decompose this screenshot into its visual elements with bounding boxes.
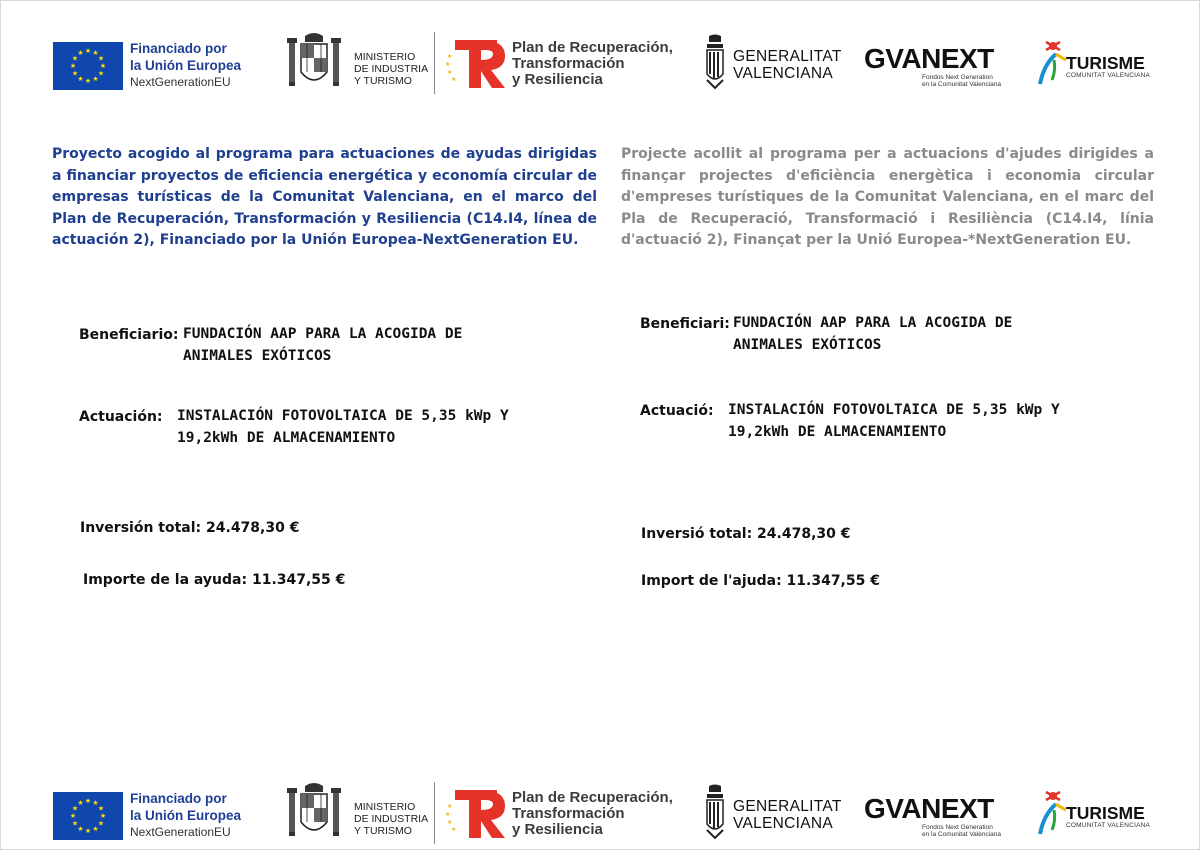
turisme-figure-icon bbox=[1036, 786, 1070, 836]
prtr-line-1: Plan de Recuperación, bbox=[512, 39, 673, 56]
spain-coat-of-arms-icon bbox=[285, 780, 343, 844]
prtr-line-3: y Resiliencia bbox=[512, 71, 603, 88]
action-line-1-va: INSTALACIÓN FOTOVOLTAICA DE 5,35 kWp Y bbox=[728, 402, 1060, 418]
generalitat-crest-icon bbox=[703, 784, 727, 842]
svg-text:★: ★ bbox=[447, 53, 453, 60]
svg-text:★: ★ bbox=[97, 54, 105, 63]
beneficiary-label-va: Beneficiari: bbox=[640, 316, 730, 332]
gvanext-title: GVANEXT bbox=[864, 43, 994, 74]
turisme-sub: COMUNITAT VALENCIANA bbox=[1066, 822, 1151, 829]
svg-text:★: ★ bbox=[97, 819, 105, 828]
gvanext-sub-1: Fondos Next Generation bbox=[922, 824, 993, 831]
beneficiary-line-2-va: ANIMALES EXÓTICOS bbox=[733, 336, 882, 353]
eu-line-2: la Unión Europea bbox=[130, 58, 242, 73]
svg-text:★: ★ bbox=[71, 54, 79, 63]
svg-text:★: ★ bbox=[69, 812, 77, 820]
svg-text:★: ★ bbox=[447, 803, 453, 810]
svg-text:★: ★ bbox=[71, 819, 79, 828]
generalitat-text bbox=[733, 798, 842, 832]
logo-bar-top bbox=[0, 30, 1200, 96]
ministerio-text bbox=[354, 801, 428, 837]
svg-text:★: ★ bbox=[451, 76, 457, 83]
aid-amount-es: Importe de la ayuda: 11.347,55 € bbox=[83, 572, 346, 588]
svg-text:★: ★ bbox=[84, 47, 92, 55]
svg-text:★: ★ bbox=[97, 804, 105, 813]
program-paragraph-es: Proyecto acogido al programa para actuaciones de ayudas dirigidas a financiar proyectos de eficiencia energética y economía circular de empresas turísticas de la Comunitat Valenciana, en el marco del Plan de Recuperación, Transformación y Resiliencia (C14.I4, línea de actuación 2), Financiado por la Unión Europea-NextGeneration EU. bbox=[52, 146, 597, 248]
beneficiary-line-1-es: FUNDACIÓN AAP PARA LA ACOGIDA DE bbox=[183, 326, 463, 342]
svg-text:★: ★ bbox=[92, 49, 99, 57]
ministerio-line-1: MINISTERIO bbox=[354, 801, 416, 813]
generalitat-text bbox=[733, 48, 842, 82]
svg-text:★: ★ bbox=[92, 75, 99, 83]
ministerio-line-2: DE INDUSTRIA bbox=[354, 813, 429, 825]
eu-funding-text bbox=[130, 790, 241, 841]
svg-text:★: ★ bbox=[445, 61, 451, 68]
svg-text:★: ★ bbox=[77, 825, 84, 833]
action-value-va bbox=[728, 400, 1060, 443]
ministerio-line-3: Y TURISMO bbox=[354, 825, 412, 837]
eu-line-2: la Unión Europea bbox=[130, 808, 242, 823]
svg-text:★: ★ bbox=[447, 819, 453, 826]
turisme-title: TURISME bbox=[1066, 803, 1145, 823]
action-line-1-es: INSTALACIÓN FOTOVOLTAICA DE 5,35 kWp Y bbox=[177, 408, 509, 424]
prtr-text bbox=[512, 790, 673, 838]
svg-text:★: ★ bbox=[99, 812, 107, 820]
prtr-logo-icon bbox=[445, 788, 507, 840]
svg-text:★: ★ bbox=[84, 77, 92, 85]
gvanext-logo bbox=[864, 44, 1014, 88]
investment-va: Inversió total: 24.478,30 € bbox=[641, 526, 851, 542]
beneficiary-label-es: Beneficiario: bbox=[79, 327, 179, 343]
turisme-sub: COMUNITAT VALENCIANA bbox=[1066, 72, 1151, 79]
spain-coat-of-arms-icon bbox=[285, 30, 343, 94]
generalitat-line-1: GENERALITAT bbox=[733, 48, 842, 65]
generalitat-crest-icon bbox=[703, 34, 727, 92]
turisme-text bbox=[1066, 804, 1150, 830]
gvanext-sub-2: en la Comunitat Valenciana bbox=[922, 831, 1002, 838]
svg-text:★: ★ bbox=[71, 69, 79, 78]
svg-text:★: ★ bbox=[97, 69, 105, 78]
eu-line-1: Financiado por bbox=[130, 41, 227, 56]
program-paragraph-va: Projecte acollit al programa per a actuacions d'ajudes dirigides a finançar projectes d'eficiència energètica i economia circular d'empreses turístiques de la Comunitat Valenciana, en el marc del Pla de Recuperació, Transformació i Resiliència (C14.I4, línia d'actuació 2), Finançat per la Unió Europea-*NextGeneration EU. bbox=[621, 146, 1154, 248]
beneficiary-value-va bbox=[733, 313, 1012, 356]
aid-amount-va: Import de l'ajuda: 11.347,55 € bbox=[641, 573, 880, 589]
svg-text:★: ★ bbox=[92, 825, 99, 833]
svg-text:★: ★ bbox=[77, 75, 84, 83]
generalitat-line-1: GENERALITAT bbox=[733, 798, 842, 815]
svg-text:★: ★ bbox=[92, 799, 99, 807]
ministerio-text bbox=[354, 51, 428, 87]
logo-bar-bottom bbox=[0, 780, 1200, 846]
eu-line-1: Financiado por bbox=[130, 791, 227, 806]
svg-text:★: ★ bbox=[451, 826, 457, 833]
eu-funding-text bbox=[130, 40, 241, 91]
logo-divider bbox=[434, 32, 435, 94]
ministerio-line-1: MINISTERIO bbox=[354, 51, 416, 63]
prtr-logo-icon bbox=[445, 38, 507, 90]
turisme-text bbox=[1066, 54, 1150, 80]
gvanext-logo bbox=[864, 794, 1014, 838]
gvanext-sub-2: en la Comunitat Valenciana bbox=[922, 81, 1002, 88]
action-line-2-es: 19,2kWh DE ALMACENAMIENTO bbox=[177, 429, 396, 446]
action-label-es: Actuación: bbox=[79, 409, 163, 425]
logo-divider bbox=[434, 782, 435, 844]
eu-line-3: NextGenerationEU bbox=[130, 75, 231, 89]
generalitat-line-2: VALENCIANA bbox=[733, 65, 834, 82]
eu-flag-icon bbox=[53, 42, 123, 90]
prtr-text bbox=[512, 40, 673, 88]
beneficiary-value-es bbox=[183, 324, 462, 367]
eu-flag-icon bbox=[53, 792, 123, 840]
svg-text:★: ★ bbox=[445, 811, 451, 818]
prtr-line-1: Plan de Recuperación, bbox=[512, 789, 673, 806]
generalitat-line-2: VALENCIANA bbox=[733, 815, 834, 832]
svg-text:★: ★ bbox=[84, 797, 92, 805]
prtr-line-2: Transformación bbox=[512, 805, 625, 822]
eu-line-3: NextGenerationEU bbox=[130, 825, 231, 839]
prtr-line-3: y Resiliencia bbox=[512, 821, 603, 838]
investment-es: Inversión total: 24.478,30 € bbox=[80, 520, 300, 536]
prtr-line-2: Transformación bbox=[512, 55, 625, 72]
beneficiary-line-2-es: ANIMALES EXÓTICOS bbox=[183, 347, 332, 364]
svg-text:★: ★ bbox=[84, 827, 92, 835]
svg-text:★: ★ bbox=[447, 69, 453, 76]
ministerio-line-2: DE INDUSTRIA bbox=[354, 63, 429, 75]
turisme-figure-icon bbox=[1036, 36, 1070, 86]
svg-text:★: ★ bbox=[71, 804, 79, 813]
svg-text:★: ★ bbox=[77, 799, 84, 807]
beneficiary-line-1-va: FUNDACIÓN AAP PARA LA ACOGIDA DE bbox=[733, 315, 1013, 331]
turisme-title: TURISME bbox=[1066, 53, 1145, 73]
gvanext-title: GVANEXT bbox=[864, 793, 994, 824]
action-label-va: Actuació: bbox=[640, 403, 714, 419]
gvanext-sub-1: Fondos Next Generation bbox=[922, 74, 993, 81]
action-line-2-va: 19,2kWh DE ALMACENAMIENTO bbox=[728, 423, 947, 440]
svg-text:★: ★ bbox=[69, 62, 77, 70]
ministerio-line-3: Y TURISMO bbox=[354, 75, 412, 87]
svg-text:★: ★ bbox=[99, 62, 107, 70]
svg-text:★: ★ bbox=[77, 49, 84, 57]
action-value-es bbox=[177, 406, 509, 449]
